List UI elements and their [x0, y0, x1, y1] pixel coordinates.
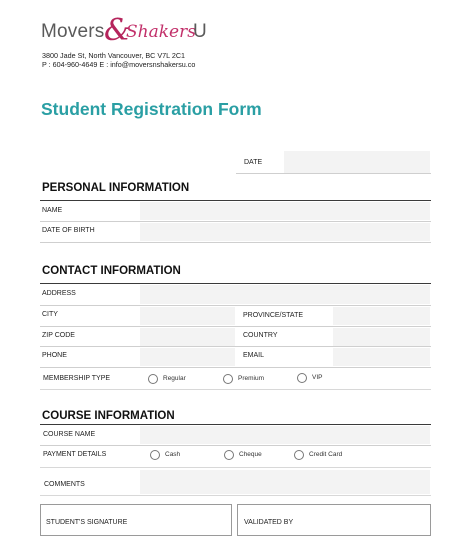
brand-word-shakers: Shakers — [126, 22, 196, 42]
province-label: PROVINCE/STATE — [243, 312, 304, 319]
dob-field[interactable] — [140, 223, 430, 241]
province-field[interactable] — [333, 307, 430, 325]
section-rule — [40, 200, 431, 201]
payment-cash-radio[interactable] — [150, 450, 160, 460]
membership-type-label: MEMBERSHIP TYPE — [43, 375, 111, 382]
name-field[interactable] — [140, 202, 430, 220]
address-label: ADDRESS — [42, 290, 76, 297]
validated-by-label: VALIDATED BY — [244, 519, 294, 526]
row-divider — [40, 467, 431, 468]
dob-label: DATE OF BIRTH — [42, 227, 95, 234]
payment-credit-card-radio[interactable] — [294, 450, 304, 460]
country-label: COUNTRY — [243, 332, 278, 339]
section-rule — [40, 283, 431, 284]
email-label: EMAIL — [243, 352, 265, 359]
brand-word-u: U — [193, 21, 207, 42]
email-field[interactable] — [333, 348, 430, 366]
membership-regular-label: Regular — [163, 375, 186, 382]
brand-word-movers: Movers — [41, 21, 105, 42]
membership-regular-radio[interactable] — [148, 374, 158, 384]
payment-credit-card-label: Credit Card — [309, 451, 343, 458]
comments-label: COMMENTS — [44, 481, 85, 488]
membership-premium-radio[interactable] — [223, 374, 233, 384]
student-signature-box[interactable] — [40, 504, 232, 536]
zip-label: ZIP CODE — [42, 332, 75, 339]
membership-vip-label: VIP — [312, 374, 323, 381]
row-divider — [40, 389, 431, 390]
row-divider — [40, 495, 431, 496]
section-contact-heading: CONTACT INFORMATION — [42, 265, 181, 277]
form-title: Student Registration Form — [41, 99, 262, 119]
phone-field[interactable] — [140, 348, 235, 366]
payment-cheque-radio[interactable] — [224, 450, 234, 460]
row-divider — [40, 445, 431, 446]
contact-line: P : 604-960-4649 E : info@moversnshakersu.co — [42, 60, 196, 69]
row-divider — [40, 326, 431, 327]
payment-details-label: PAYMENT DETAILS — [43, 451, 107, 458]
section-personal-heading: PERSONAL INFORMATION — [42, 182, 190, 194]
date-underline — [236, 173, 431, 174]
name-label: NAME — [42, 207, 63, 214]
row-divider — [40, 367, 431, 368]
date-label: DATE — [244, 159, 263, 166]
student-signature-label: STUDENT'S SIGNATURE — [46, 519, 128, 526]
phone-label: PHONE — [42, 352, 67, 359]
row-divider — [40, 346, 431, 347]
row-divider — [40, 305, 431, 306]
brand-ampersand: & — [104, 13, 131, 48]
date-field[interactable] — [284, 151, 430, 173]
address-field[interactable] — [140, 285, 430, 304]
city-field[interactable] — [140, 307, 235, 325]
payment-cash-label: Cash — [165, 451, 181, 458]
city-label: CITY — [42, 311, 58, 318]
membership-premium-label: Premium — [238, 375, 265, 382]
zip-field[interactable] — [140, 328, 235, 346]
row-divider — [40, 242, 431, 243]
course-name-field[interactable] — [140, 426, 430, 444]
comments-field[interactable] — [140, 470, 430, 494]
address-line: 3800 Jade St, North Vancouver, BC V7L 2C1 — [42, 51, 186, 60]
country-field[interactable] — [333, 328, 430, 346]
course-name-label: COURSE NAME — [43, 431, 96, 438]
section-course-heading: COURSE INFORMATION — [42, 410, 175, 422]
membership-vip-radio[interactable] — [297, 373, 307, 383]
section-rule — [40, 424, 431, 425]
row-divider — [40, 221, 431, 222]
validated-by-box[interactable] — [237, 504, 431, 536]
payment-cheque-label: Cheque — [239, 451, 262, 458]
